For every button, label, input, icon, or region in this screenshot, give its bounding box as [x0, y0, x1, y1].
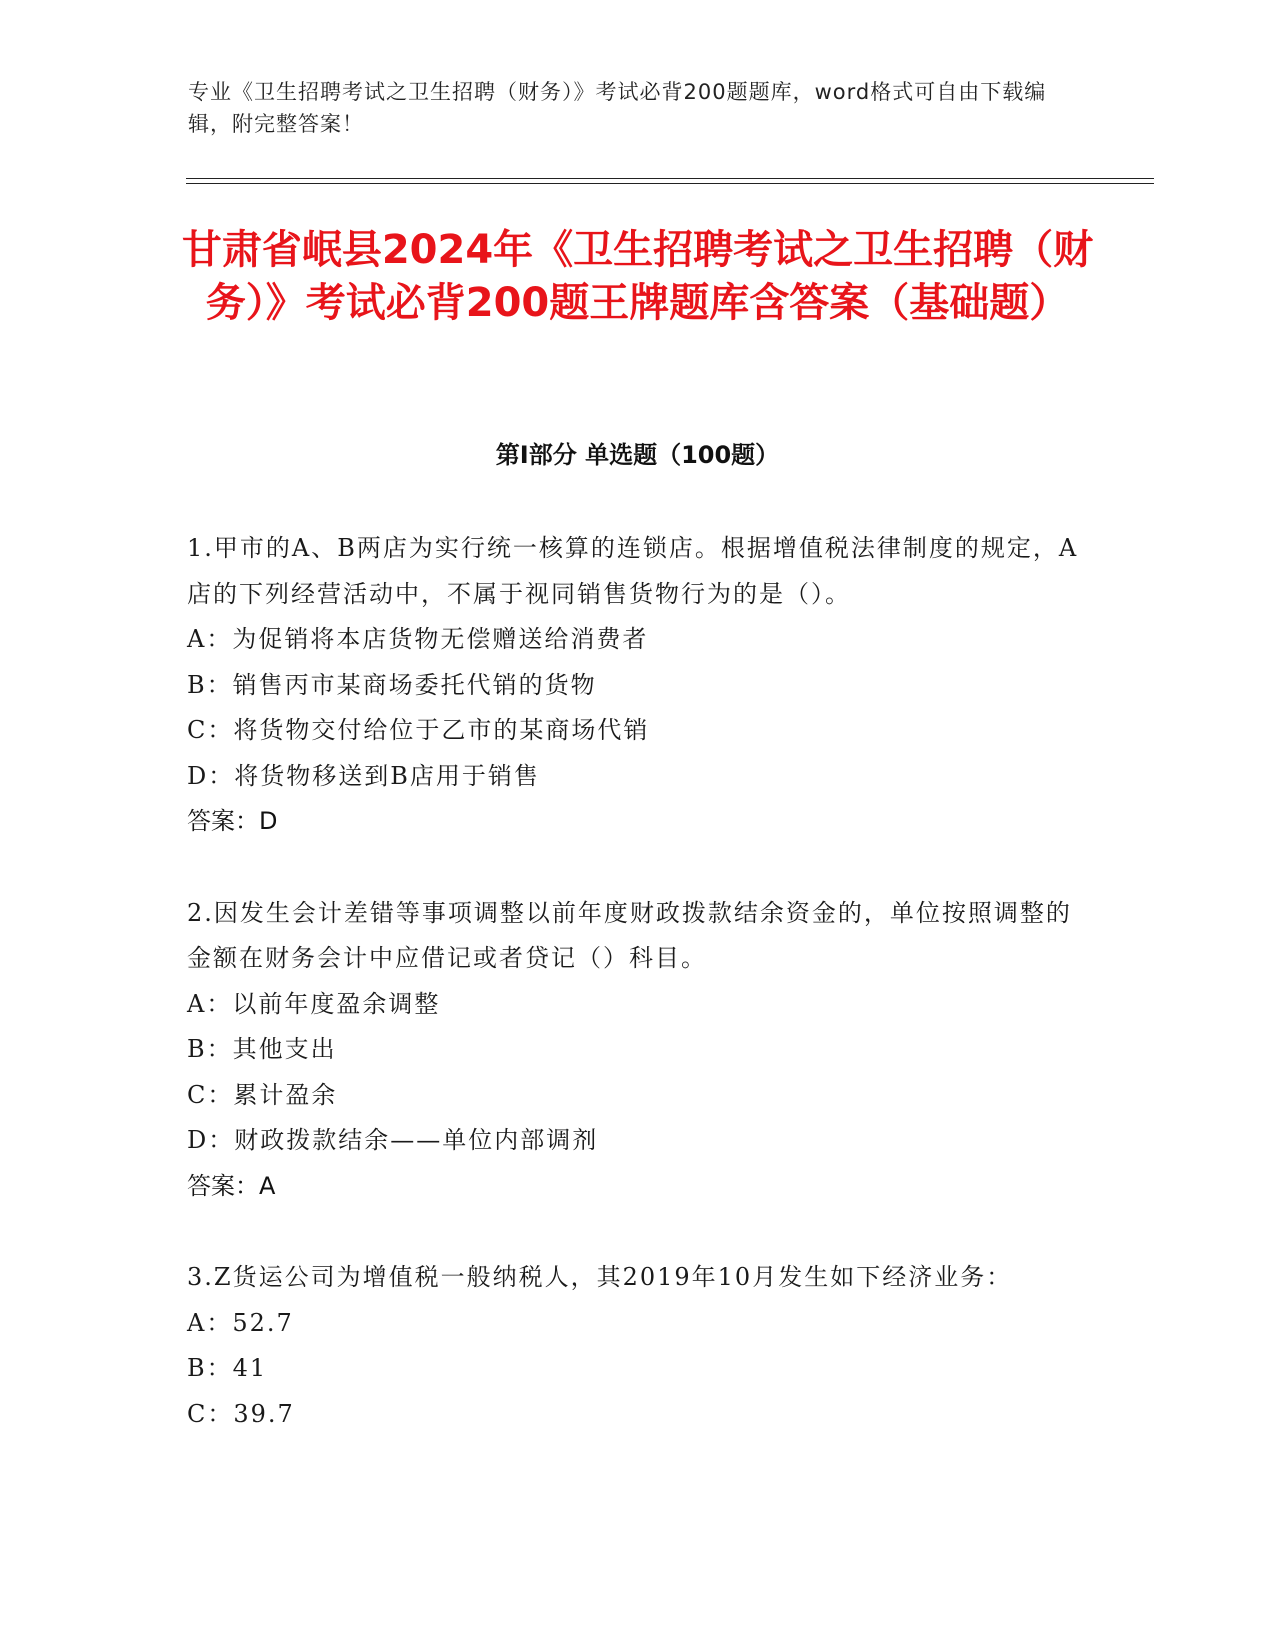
option-b: B：41	[187, 1354, 268, 1382]
answer: 答案：D	[187, 807, 278, 835]
header-divider-bottom	[186, 183, 1154, 184]
option-b: B：销售丙市某商场委托代销的货物	[187, 670, 597, 699]
option-d: D：将货物移送到B店用于销售	[187, 761, 540, 790]
question-stem: 3.Z货运公司为增值税一般纳税人，其2019年10月发生如下经济业务：	[187, 1263, 1013, 1291]
option-c: C：将货物交付给位于乙市的某商场代销	[187, 716, 650, 744]
option-d: D：财政拨款结余——单位内部调剂	[187, 1126, 599, 1154]
question-2	[187, 891, 1087, 1210]
question-1	[187, 526, 1087, 845]
question-list	[187, 526, 1087, 1437]
question-spacer	[187, 845, 1087, 891]
question-stem: 1.甲市的A、B两店为实行统一核算的连锁店。根据增值税法律制度的规定，A店的下列经营活动中，不属于视同销售货物行为的是（）。	[187, 534, 1079, 608]
answer: 答案：A	[187, 1171, 276, 1200]
option-a: A：52.7	[187, 1308, 294, 1337]
header-note: 专业《卫生招聘考试之卫生招聘（财务）》考试必背200题题库，word格式可自由下载编辑，附完整答案！	[188, 80, 1047, 136]
section-title: 第I部分 单选题（100题）	[495, 441, 780, 469]
document-title: 甘肃省岷县2024年《卫生招聘考试之卫生招聘（财务）》考试必背200题王牌题库含答案（基础题）	[181, 227, 1094, 326]
question-spacer	[187, 1209, 1087, 1255]
question-stem: 2.因发生会计差错等事项调整以前年度财政拨款结余资金的，单位按照调整的金额在财务会计中应借记或者贷记（）科目。	[187, 898, 1072, 972]
option-c: C：累计盈余	[187, 1080, 338, 1109]
option-c: C：39.7	[187, 1399, 295, 1428]
question-3	[187, 1255, 1087, 1437]
header-divider-top	[186, 178, 1154, 179]
option-b: B：其他支出	[187, 1035, 337, 1063]
option-a: A：以前年度盈余调整	[187, 989, 441, 1018]
option-a: A：为促销将本店货物无偿赠送给消费者	[187, 625, 649, 653]
